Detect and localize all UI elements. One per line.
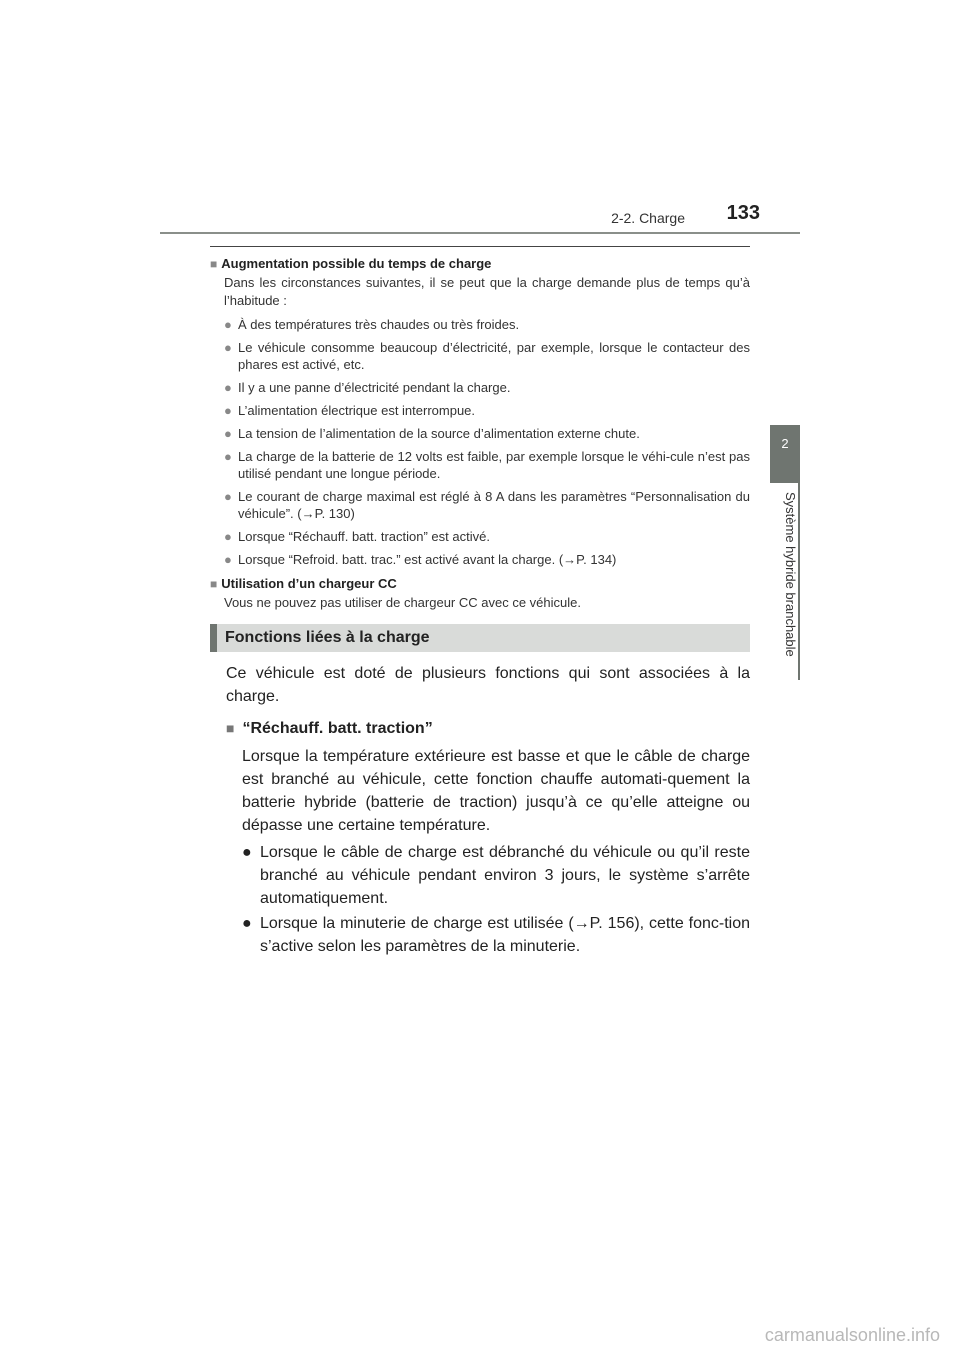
block1-title: Augmentation possible du temps de charge [221, 256, 492, 271]
page-number: 133 [726, 202, 760, 224]
bullet-icon: ● [224, 489, 232, 504]
bullet-icon: ● [224, 552, 232, 567]
section-banner: Fonctions liées à la charge [210, 624, 750, 652]
list-item: ● Lorsque la minuterie de charge est utilisée (→P. 156), cette fonc-tion s’active selon les paramètres de la minuterie. [242, 912, 750, 958]
list-item: ● La charge de la batterie de 12 volts est faible, par exemple lorsque le véhi-cule n’est pas utilisé pendant une longue période. [224, 449, 750, 481]
bullet-icon: ● [224, 340, 232, 355]
section-intro: Ce véhicule est doté de plusieurs fonctions qui sont associées à la charge. [226, 665, 750, 705]
list-item: ● Le courant de charge maximal est réglé à 8 A dans les paramètres “Personnalisation du véhicule”. (→P. 130) [224, 489, 750, 521]
watermark: carmanualsonline.info [764, 1325, 940, 1345]
list-item: ● Le véhicule consomme beaucoup d’électricité, par exemple, lorsque le contacteur des phares est activé, etc. [224, 340, 750, 372]
bullet-icon: ● [224, 380, 232, 395]
block2-title: Utilisation d’un chargeur CC [221, 576, 397, 591]
chapter-label: Système hybride branchable [783, 492, 798, 657]
square-bullet-icon: ■ [210, 577, 218, 591]
block1-list [224, 316, 750, 568]
section-label: 2-2. Charge [611, 210, 685, 226]
bullet-icon: ● [242, 844, 252, 861]
page-header [0, 0, 960, 240]
list-item: ● Lorsque “Refroid. batt. trac.” est activé avant la charge. (→P. 134) [224, 552, 617, 567]
chapter-tab: 2 [770, 425, 800, 483]
chapter-tab-bar [798, 425, 800, 680]
bullet-icon: ● [224, 317, 232, 332]
list-item: ● Lorsque “Réchauff. batt. traction” est activé. [224, 529, 490, 544]
list-item: ● Il y a une panne d’électricité pendant la charge. [224, 380, 511, 395]
block1-intro: Dans les circonstances suivantes, il se peut que la charge demande plus de temps qu’à l’habitude : [224, 275, 750, 308]
list-item: ● Lorsque le câble de charge est débranché du véhicule ou qu’il reste branché au véhicule pendant environ 3 jours, le système s’arrête automatiquement. [242, 841, 750, 910]
bullet-icon: ● [242, 915, 252, 932]
list-item: ● À des températures très chaudes ou très froides. [224, 317, 520, 332]
bullet-icon: ● [224, 403, 232, 418]
list-item: ● L’alimentation électrique est interrompue. [224, 403, 476, 418]
block2-text: Vous ne pouvez pas utiliser de chargeur CC avec ce véhicule. [224, 595, 581, 610]
feature-heading [226, 716, 750, 741]
bullet-icon: ● [224, 426, 232, 441]
block1-heading [210, 254, 750, 274]
feature-list [242, 841, 750, 958]
square-bullet-icon: ■ [210, 257, 218, 271]
bullet-icon: ● [224, 449, 232, 464]
content-rule [210, 246, 750, 247]
square-bullet-icon: ■ [226, 720, 235, 736]
page-content [210, 254, 750, 960]
list-item: ● La tension de l’alimentation de la source d’alimentation externe chute. [224, 426, 640, 441]
header-rule [160, 232, 800, 234]
feature-body: Lorsque la température extérieure est basse et que le câble de charge est branché au véhicule, cette fonction chauffe automati-quement la batterie hybride (batterie de traction) jusqu’à ce qu’elle atteigne ou dépasse une certaine température. [242, 748, 750, 834]
feature-title: “Réchauff. batt. traction” [242, 720, 433, 737]
bullet-icon: ● [224, 529, 232, 544]
block2-heading [210, 574, 750, 594]
